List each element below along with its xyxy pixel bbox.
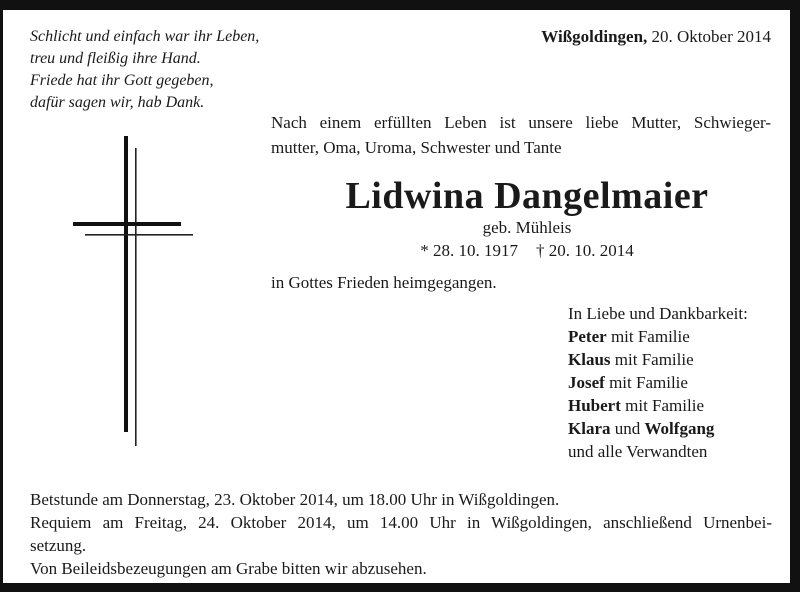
member-name: Josef xyxy=(568,373,605,392)
family-member xyxy=(568,394,748,417)
birth-date: * 28. 10. 1917 xyxy=(420,241,518,260)
death-date: † 20. 10. 2014 xyxy=(536,241,634,260)
requiem-note-line-2: setzung. xyxy=(30,536,87,555)
verse-line-2: treu und fleißig ihre Hand. xyxy=(30,50,201,67)
member-name: Peter xyxy=(568,327,607,346)
requiem-note-line-1: Requiem am Freitag, 24. Oktober 2014, um 14.00 Uhr in Wißgoldingen, anschließend Urnenbei- xyxy=(30,513,772,532)
family-member xyxy=(568,371,748,394)
maiden-name: geb. Mühleis xyxy=(482,218,572,237)
pair-joiner: und xyxy=(610,419,645,438)
member-suffix: mit Familie xyxy=(604,373,688,392)
verse-line-4: dafür sagen wir, hab Dank. xyxy=(30,94,205,111)
notice-date: 20. Oktober 2014 xyxy=(651,27,771,46)
family-heading: In Liebe und Dankbarkeit: xyxy=(568,304,748,323)
condolence-note: Von Beileidsbezeugungen am Grabe bitten wir abzusehen. xyxy=(30,559,427,578)
member-name: Wolfgang xyxy=(644,419,715,438)
member-name: Hubert xyxy=(568,396,621,415)
intro-line-1: Nach einem erfüllten Leben ist unsere liebe Mutter, Schwieger- xyxy=(271,113,771,132)
place-and-date xyxy=(541,27,771,47)
member-suffix: mit Familie xyxy=(610,350,694,369)
family-member xyxy=(568,348,748,371)
intro-text xyxy=(271,110,771,160)
cross-icon xyxy=(69,126,199,446)
prayer-note: Betstunde am Donnerstag, 23. Oktober 2014, um 18.00 Uhr in Wißgoldingen. xyxy=(30,490,560,509)
family-member-pair xyxy=(568,417,748,440)
family-member xyxy=(568,325,748,348)
member-name: Klaus xyxy=(568,350,611,369)
member-name: Klara xyxy=(568,419,611,438)
place: Wißgoldingen, xyxy=(541,27,648,46)
verse-line-1: Schlicht und einfach war ihr Leben, xyxy=(30,28,260,45)
deceased-name: Lidwina Dangelmaier xyxy=(345,175,709,217)
member-suffix: mit Familie xyxy=(606,327,690,346)
peace-line: in Gottes Frieden heimgegangen. xyxy=(271,273,497,292)
life-dates xyxy=(263,240,791,262)
family-closing: und alle Verwandten xyxy=(568,442,708,461)
intro-line-2: mutter, Oma, Uroma, Schwester und Tante xyxy=(271,138,562,157)
verse-line-3: Friede hat ihr Gott gegeben, xyxy=(30,72,214,89)
service-notes xyxy=(30,488,772,580)
memorial-verse xyxy=(30,26,290,114)
member-suffix: mit Familie xyxy=(620,396,704,415)
family-list xyxy=(568,302,748,463)
